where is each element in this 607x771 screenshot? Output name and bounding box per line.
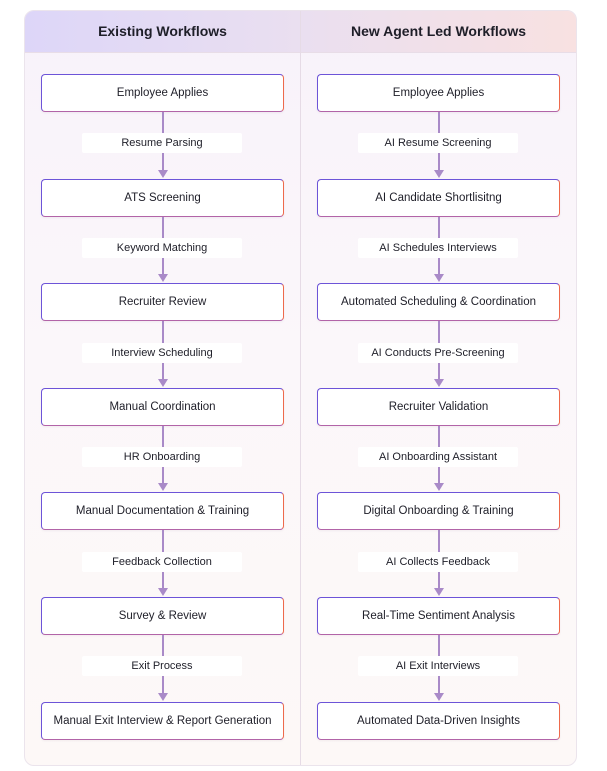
new-step-box: Employee Applies	[317, 74, 560, 112]
existing-step-box: Recruiter Review	[41, 283, 284, 321]
arrow-down-icon	[158, 483, 168, 491]
arrow-down-icon	[434, 588, 444, 596]
existing-transition-label: Interview Scheduling	[82, 343, 242, 363]
new-transition-label: AI Collects Feedback	[358, 552, 518, 572]
existing-step-box: Survey & Review	[41, 597, 284, 635]
existing-transition-label: Keyword Matching	[82, 238, 242, 258]
arrow-down-icon	[158, 693, 168, 701]
new-step-box: Digital Onboarding & Training	[317, 492, 560, 530]
arrow-down-icon	[434, 274, 444, 282]
new-step-box: Automated Data-Driven Insights	[317, 702, 560, 740]
existing-transition-label: Resume Parsing	[82, 133, 242, 153]
new-transition-label: AI Resume Screening	[358, 133, 518, 153]
new-transition-label: AI Schedules Interviews	[358, 238, 518, 258]
arrow-down-icon	[434, 483, 444, 491]
new-workflows-title: New Agent Led Workflows	[350, 23, 526, 39]
existing-step-box: ATS Screening	[41, 179, 284, 217]
existing-step-box: Manual Exit Interview & Report Generation	[41, 702, 284, 740]
new-step-box: AI Candidate Shortlisitng	[317, 179, 560, 217]
arrow-down-icon	[158, 379, 168, 387]
new-transition-label: AI Exit Interviews	[358, 656, 518, 676]
new-step-box: Recruiter Validation	[317, 388, 560, 426]
new-workflows-column	[301, 11, 576, 765]
existing-step-box: Manual Documentation & Training	[41, 492, 284, 530]
arrow-down-icon	[434, 693, 444, 701]
arrow-down-icon	[158, 274, 168, 282]
existing-transition-label: Feedback Collection	[82, 552, 242, 572]
existing-step-box: Manual Coordination	[41, 388, 284, 426]
workflow-comparison-card	[24, 10, 577, 766]
new-step-box: Automated Scheduling & Coordination	[317, 283, 560, 321]
new-step-box: Real-Time Sentiment Analysis	[317, 597, 560, 635]
arrow-down-icon	[158, 588, 168, 596]
existing-workflows-title: Existing Workflows	[98, 23, 227, 39]
existing-workflows-column	[25, 11, 300, 765]
existing-step-box: Employee Applies	[41, 74, 284, 112]
existing-transition-label: Exit Process	[82, 656, 242, 676]
arrow-down-icon	[434, 170, 444, 178]
arrow-down-icon	[158, 170, 168, 178]
new-transition-label: AI Onboarding Assistant	[358, 447, 518, 467]
existing-transition-label: HR Onboarding	[82, 447, 242, 467]
arrow-down-icon	[434, 379, 444, 387]
new-transition-label: AI Conducts Pre-Screening	[358, 343, 518, 363]
